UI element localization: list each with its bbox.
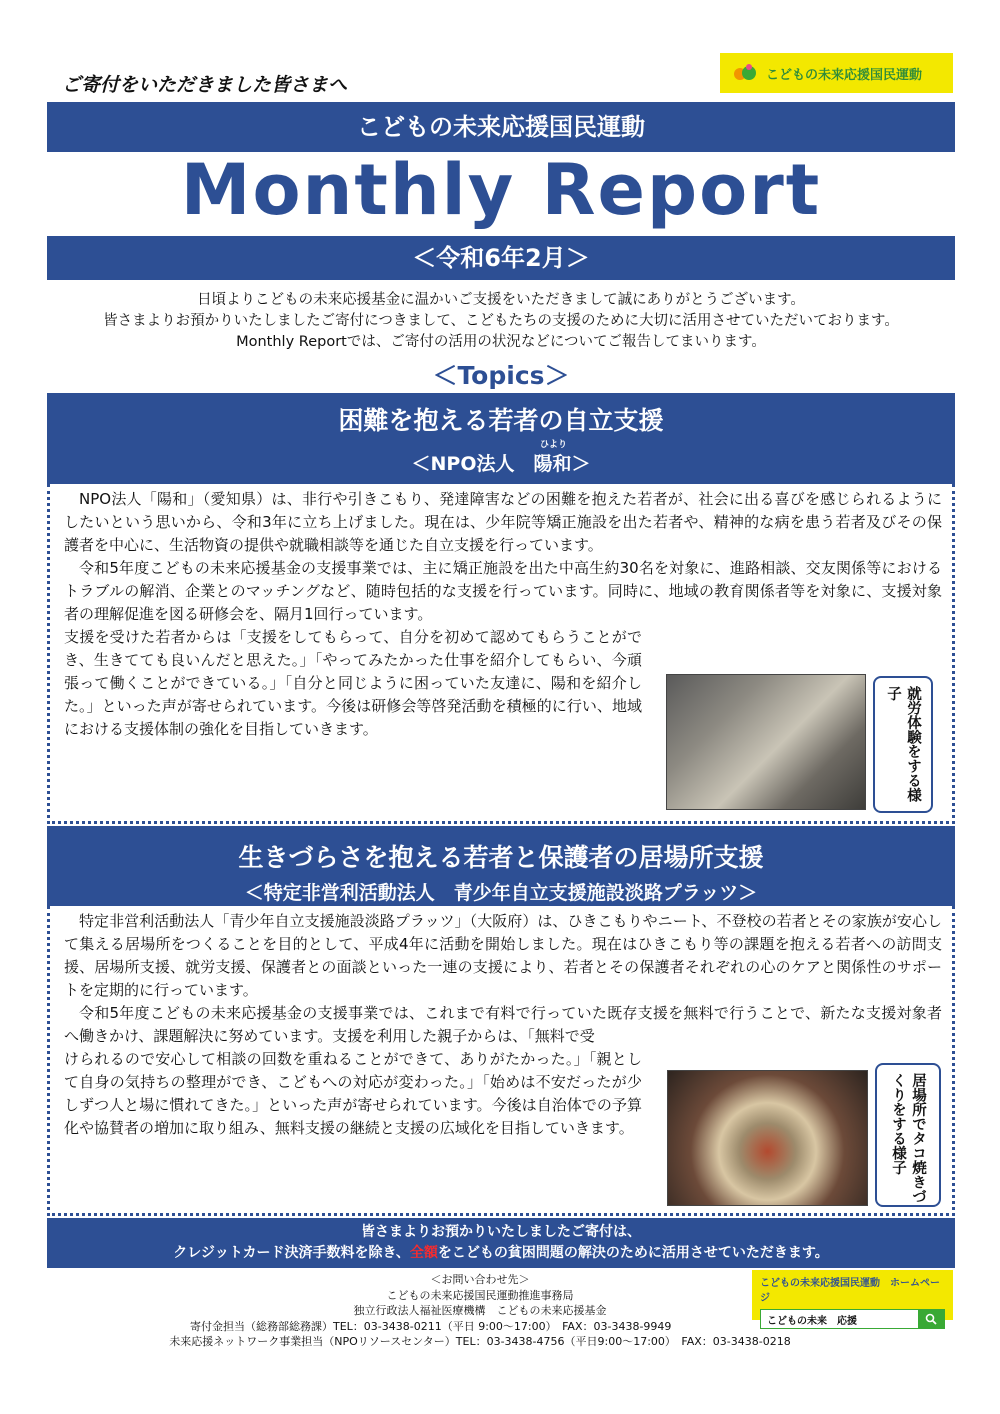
section1-paragraph: 令和5年度こどもの未来応援基金の支援事業では、主に矯正施設を出た中高生約30名を対象に、進路相談、交友関係等におけるトラブルの解消、企業とのマッチングなど、随時包括的な支援を行っています。同時に、地域の教育関係者等を対象に、支援対象者の理解促進を図る研修会を、隔月1回行っています。 [64, 559, 942, 623]
contact-org: こどもの未来応援国民運動推進事務局 [386, 1288, 574, 1302]
donation-notice [47, 1218, 955, 1268]
section2-title: 生きづらさを抱える若者と保護者の居場所支援 [238, 843, 764, 872]
notice-text: クレジットカード決済手数料を除き、 [173, 1245, 410, 1261]
highlight-full-amount: 全額 [409, 1245, 438, 1261]
section1-header [47, 393, 955, 484]
homepage-label: こどもの未来応援国民運動 ホームページ [760, 1278, 940, 1304]
intro-line: 皆さまよりお預かりいたしましたご寄付につきまして、こどもたちの支援のために大切に活用させていただいております。 [103, 313, 899, 329]
section2-paragraph: 令和5年度こどもの未来応援基金の支援事業では、これまで有料で行っていた既存支援を無料で行うことで、新たな支援対象者へ働きかけ、課題解決に努めています。支援を利用した親子からは、「無料で受 [64, 1004, 942, 1045]
intro-line: 日頃よりこどもの未来応援基金に温かいご支援をいただきまして誠にありがとうございます。 [197, 292, 805, 308]
logo-mark-icon [734, 64, 758, 82]
intro-text [47, 290, 955, 353]
section1-caption-text: 就労体験をする様子 [885, 686, 921, 802]
contact-info [150, 1272, 810, 1350]
homepage-search-box[interactable] [760, 1309, 945, 1329]
campaign-band: こどもの未来応援国民運動 [47, 102, 955, 152]
notice-text: をこどもの貧困問題の解決のために活用させていただきます。 [437, 1245, 829, 1261]
section1-caption [873, 676, 933, 813]
donation-notice-line [47, 1243, 955, 1264]
contact-org: 独立行政法人福祉医療機構 こどもの未来応援基金 [353, 1304, 607, 1317]
section2-paragraph: 特定非営利活動法人「青少年自立支援施設淡路プラッツ」（大阪府）は、ひきこもりやニート、不登校の若者とその家族が安心して集える居場所をつくることを目的として、平成4年に活動を開始しました。現在はひきこもり等の課題を抱える若者への訪問支援、居場所支援、就労支援、保護者との面談といった一連の支援により、若者とその保護者それぞれの心のケアと関係性のサポートを定期的に行っています。 [64, 912, 942, 999]
section1-subtitle: ＜NPO法人 陽和＞ [411, 453, 591, 475]
homepage-search-text: こどもの未来 応援 [767, 1315, 857, 1327]
section1-paragraph: NPO法人「陽和」（愛知県）は、非行や引きこもり、発達障害などの困難を抱えた若者が、社会に出る喜びを感じられるようにしたいという思いから、令和3年に立ち上げました。現在は、少年院等矯正施設を出た若者や、精神的な病を患う若者及びその保護者を中心に、生活物資の提供や就職相談等を通じた自立支援を行っています。 [64, 490, 942, 554]
section1-ruby: ひより [540, 440, 568, 450]
intro-line: Monthly Reportでは、ご寄付の活用の状況などについてご報告してまいります。 [236, 334, 766, 350]
section2-caption [875, 1063, 941, 1207]
topics-heading: ＜Topics＞ [432, 361, 570, 390]
section1-paragraph: 支援を受けた若者からは「支援をしてもらって、自分を初めて認めてもらうことができ、生きてても良いんだと思えた。」「やってみたかった仕事を紹介してもらい、今頑張って働くことができている。」「自分と同じように困っていた友達に、陽和を紹介した。」といった声が寄せられています。今後は研修会等啓発活動を積極的に行い、地域における支援体制の強化を目指していきます。 [64, 628, 642, 738]
report-title: Monthly Report [180, 149, 822, 231]
work-experience-photo [666, 674, 866, 810]
logo-text: こどもの未来応援国民運動 [766, 67, 923, 83]
contact-phone-line: 未来応援ネットワーク事業担当（NPOリソースセンター）TEL：03-3438-4756（平日9:00～17:00） FAX：03-3438-0218 [169, 1335, 791, 1348]
homepage-banner[interactable] [752, 1270, 953, 1327]
section1-title: 困難を抱える若者の自立支援 [338, 406, 664, 435]
takoyaki-photo [667, 1070, 868, 1206]
donation-notice-line: 皆さまよりお預かりいたしましたご寄付は、 [361, 1224, 641, 1240]
section2-caption-text: 居場所でタコ焼きづくりをする様子 [890, 1073, 926, 1204]
section2-header [47, 826, 955, 906]
report-date: ＜令和6年2月＞ [47, 236, 955, 280]
contact-phone-line: 寄付金担当（総務部総務課）TEL：03-3438-0211（平日 9:00～17:00） FAX：03-3438-9949 [190, 1319, 672, 1333]
greeting-heading: ご寄付をいただきました皆さまへ [62, 74, 348, 96]
search-icon[interactable] [918, 1310, 944, 1328]
section2-subtitle: ＜特定非営利活動法人 青少年自立支援施設淡路プラッツ＞ [244, 882, 758, 904]
contact-title: ＜お問い合わせ先＞ [430, 1273, 530, 1286]
section2-paragraph: けられるので安心して相談の回数を重ねることができて、ありがたかった。」「親として自身の気持ちの整理ができ、こどもへの対応が変わった。」「始めは不安だったが少しずつ人と場に慣れてきた。」といった声が寄せられています。今後は自治体での予算化や協賛者の増加に取り組み、無料支援の継続と支援の広域化を目指していきます。 [64, 1050, 642, 1137]
campaign-logo [720, 53, 953, 93]
